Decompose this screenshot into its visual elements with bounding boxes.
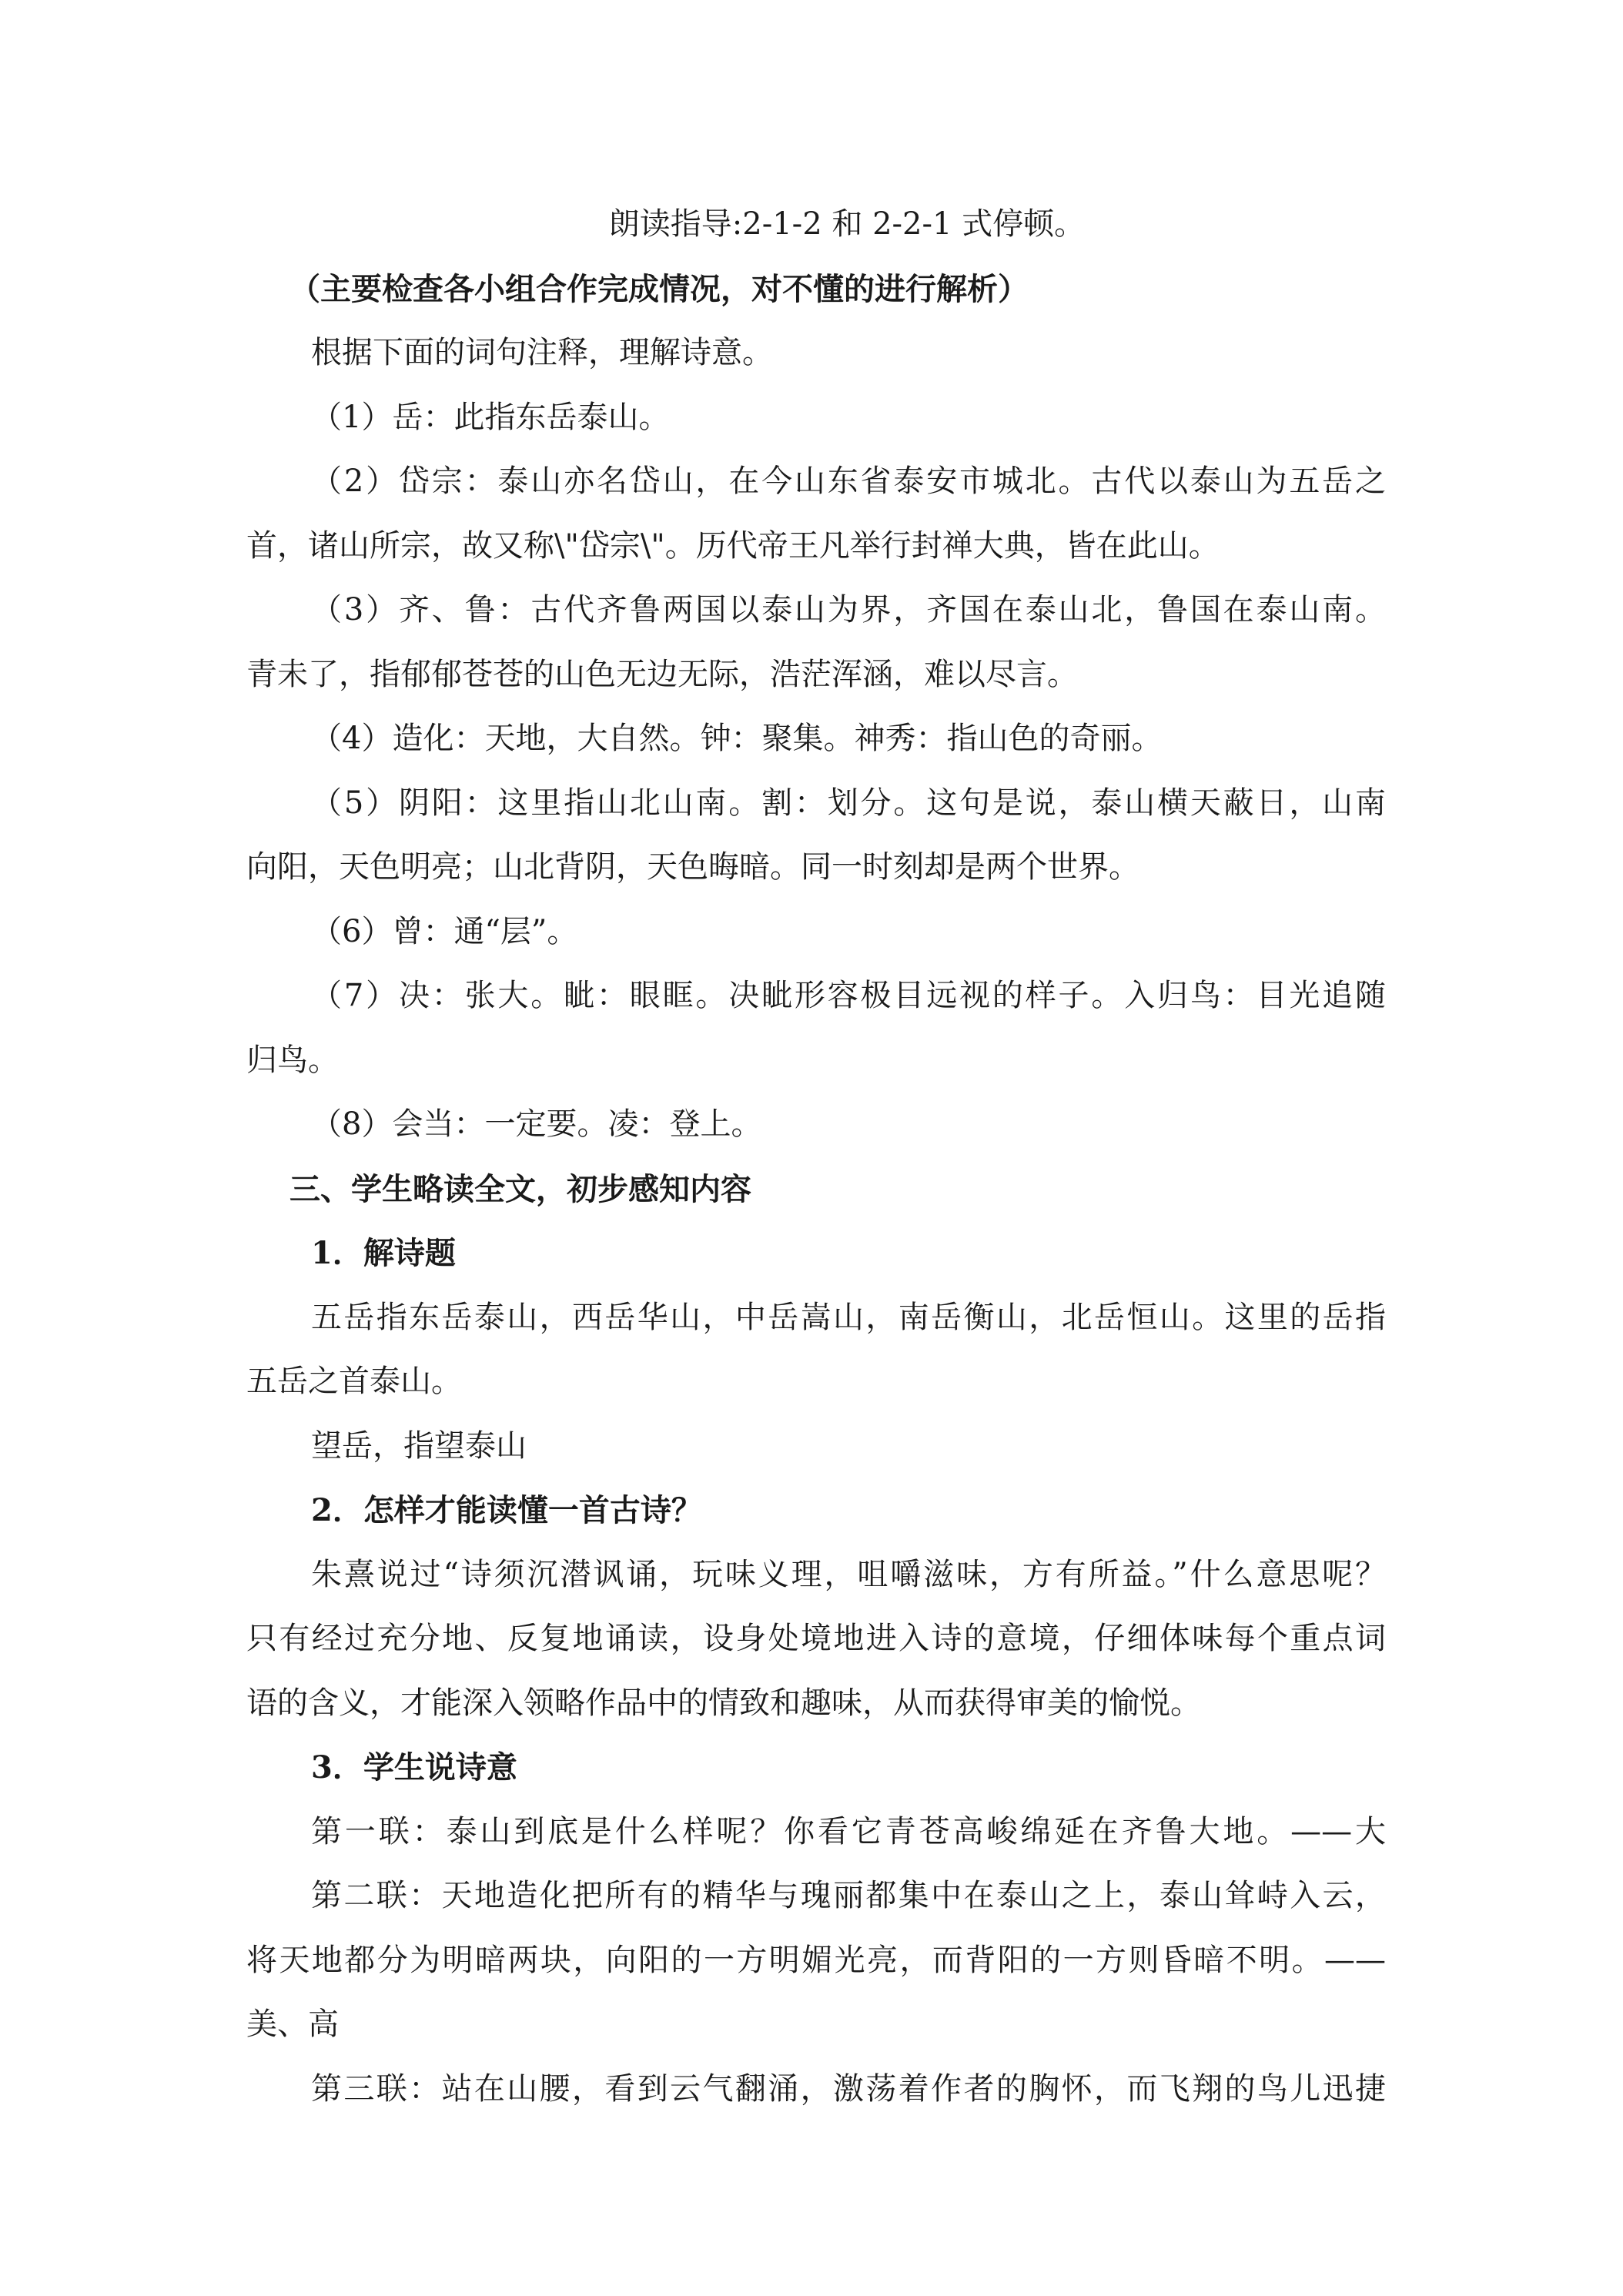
paragraph-line: 五岳指东岳泰山，西岳华山，中岳嵩山，南岳衡山，北岳恒山。这里的岳指 <box>311 1299 1386 1335</box>
subsection-heading: 3．学生说诗意 <box>311 1749 517 1786</box>
note-line: 首，诸山所宗，故又称\"岱宗\"。历代帝王凡举行封禅大典，皆在此山。 <box>246 527 1220 564</box>
paragraph-line: 语的含义，才能深入领略作品中的情致和趣味，从而获得审美的愉悦。 <box>246 1685 1201 1721</box>
bold-instruction-line: （主要检查各小组合作完成情况，对不懂的进行解析） <box>289 270 1029 307</box>
subsection-heading: 2．怎样才能读懂一首古诗？ <box>311 1492 702 1528</box>
reading-guide-line: 朗读指导:2-1-2 和 2-2-1 式停顿。 <box>608 206 1086 242</box>
note-line: （1）岳：此指东岳泰山。 <box>311 399 670 435</box>
paragraph-line: 第二联：天地造化把所有的精华与瑰丽都集中在泰山之上，泰山耸峙入云， <box>311 1878 1386 1913</box>
paragraph-line: 美、高 <box>246 2006 339 2042</box>
note-line: 青未了，指郁郁苍苍的山色无边无际，浩茫浑涵，难以尽言。 <box>246 656 1078 692</box>
paragraph-line: 只有经过充分地、反复地诵读，设身处境地进入诗的意境，仔细体味每个重点词 <box>246 1621 1386 1656</box>
note-line: 向阳，天色明亮；山北背阴，天色晦暗。同一时刻却是两个世界。 <box>246 849 1139 885</box>
note-line: （4）造化：天地，大自然。钟：聚集。神秀：指山色的奇丽。 <box>311 721 1163 756</box>
note-line: （7）决：张大。眦：眼眶。决眦形容极目远视的样子。入归鸟：目光追随 <box>311 978 1386 1013</box>
note-line: （8）会当：一定要。凌：登上。 <box>311 1106 762 1142</box>
note-line: （5）阴阳：这里指山北山南。割：划分。这句是说，泰山横天蔽日，山南 <box>311 785 1386 821</box>
paragraph-line: 望岳，指望泰山 <box>311 1427 527 1464</box>
note-line: 归鸟。 <box>246 1042 339 1078</box>
note-line: （6）曾：通“层”。 <box>311 913 578 949</box>
paragraph-line: 第三联：站在山腰，看到云气翻涌，激荡着作者的胸怀，而飞翔的鸟儿迅捷 <box>311 2070 1386 2107</box>
subsection-heading: 1．解诗题 <box>311 1235 456 1271</box>
paragraph-line: 将天地都分为明暗两块，向阳的一方明媚光亮，而背阳的一方则昏暗不明。—— <box>246 1942 1386 1978</box>
section-heading: 三、学生略读全文，初步感知内容 <box>289 1170 751 1207</box>
note-line: （2）岱宗：泰山亦名岱山，在今山东省泰安市城北。古代以泰山为五岳之 <box>311 464 1386 499</box>
paragraph-line: 根据下面的词句注释，理解诗意。 <box>311 335 773 370</box>
document-body <box>246 192 1386 2121</box>
paragraph-line: 五岳之首泰山。 <box>246 1364 462 1399</box>
paragraph-line: 朱熹说过“诗须沉潜讽诵，玩味义理，咀嚼滋味，方有所益。”什么意思呢？ <box>311 1556 1386 1592</box>
note-line: （3）齐、鲁：古代齐鲁两国以泰山为界，齐国在泰山北，鲁国在泰山南。 <box>311 592 1386 628</box>
paragraph-line: 第一联：泰山到底是什么样呢？你看它青苍高峻绵延在齐鲁大地。——大 <box>311 1813 1386 1849</box>
